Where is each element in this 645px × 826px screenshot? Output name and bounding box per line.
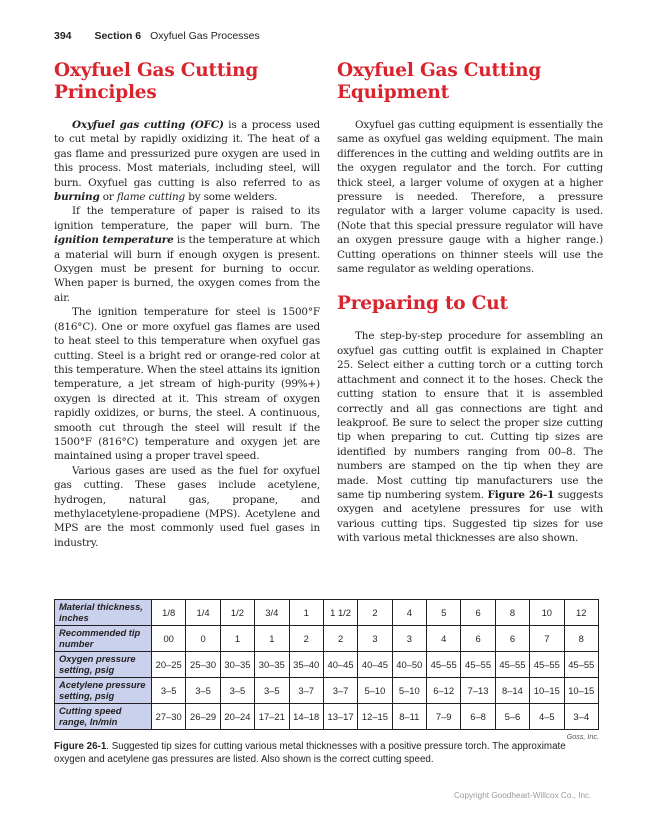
table-cell: 2	[358, 600, 392, 626]
table-cell: 40–45	[358, 652, 392, 678]
table-cell: 25–30	[186, 652, 220, 678]
table-cell: 7	[530, 626, 564, 652]
page-number: 394	[54, 30, 72, 42]
table-cell: 1	[220, 626, 254, 652]
paragraph-preparing: The step-by-step procedure for assembling an oxyfuel gas cutting outfit is explained in Chapter 25. Select either a cutting torch or a cutting torch attachment and connect it to the hoses. Check the cutting station to ensure that it is assembled correctly and all gas connections are tight and leakproof. Be sure to select the proper size cutting tip when preparing to cut. Cutting tip sizes are identified by numbers ranging from 00–8. The numbers are stamped on the tip when they are made. Most cutting tip manufacturers use the same tip numbering system. Figure 26-1 suggests oxygen and acetylene pressures for use with various cutting tips. Suggested tip sizes for use with various metal thicknesses are also shown.	[337, 330, 604, 545]
table-cell: 3–7	[323, 678, 357, 704]
table-cell: 12–15	[358, 704, 392, 730]
paragraph-steel-ignition: The ignition temperature for steel is 1500°F (816°C). One or more oxyfuel gas flames are used to heat steel to this temperature when oxyfuel gas cutting. Steel is a bright red or orange-red color at this temperature. When the steel attains its ignition temperature, a jet stream of high-purity (99%+) oxygen is directed at it. This stream of oxygen rapidly oxidizes, or burns, the steel. A continuous, smooth cut through the steel will result if the 1500°F (816°C) temperature and oxygen jet are maintained using a proper travel speed.	[54, 306, 320, 463]
table-cell: 3	[358, 626, 392, 652]
section-label: Section 6	[94, 30, 142, 42]
table-cell: 30–35	[255, 652, 289, 678]
table-cell: 12	[564, 600, 599, 626]
table-cell: 45–55	[495, 652, 529, 678]
table-cell: 3	[392, 626, 426, 652]
table-cell: 2	[323, 626, 357, 652]
table-cell: 3–5	[152, 678, 186, 704]
figure-caption	[54, 740, 599, 766]
figure-label: Figure 26-1	[54, 741, 107, 752]
right-column	[337, 60, 603, 546]
table-row	[55, 600, 599, 626]
table-cell: 14–18	[289, 704, 323, 730]
table-row	[55, 626, 599, 652]
table-cell: 8–11	[392, 704, 426, 730]
term-ofc: Oxyfuel gas cutting (OFC)	[72, 119, 224, 131]
table-cell: 1/2	[220, 600, 254, 626]
row-header: Oxygen pressure setting, psig	[55, 652, 152, 678]
table-cell: 10	[530, 600, 564, 626]
table-cell: 8–14	[495, 678, 529, 704]
table-cell: 6	[461, 626, 495, 652]
term-burning: burning	[54, 191, 100, 204]
heading-preparing-to-cut: Preparing to Cut	[337, 293, 508, 315]
term-ignition-temperature: ignition temperature	[54, 234, 174, 247]
term-flame-cutting: flame cutting	[116, 191, 186, 204]
table-cell: 5–6	[495, 704, 529, 730]
page-header	[54, 30, 260, 42]
table-cell: 3–5	[186, 678, 220, 704]
table-cell: 00	[152, 626, 186, 652]
row-header: Cutting speed range, In/min	[55, 704, 152, 730]
paragraph-ofc: Oxyfuel gas cutting (OFC) is a process used to cut metal by rapidly oxidizing it. The heat of a gas flame and pressurized pure oxygen are used in this process. Most materials, including steel, will burn. Oxyfuel gas cutting is also referred to as burning or flame cutting by some welders.	[54, 119, 320, 204]
section-title: Oxyfuel Gas Processes	[150, 30, 260, 42]
table-cell: 4–5	[530, 704, 564, 730]
table-cell: 6–12	[427, 678, 461, 704]
row-header: Acetylene pressure setting, psig	[55, 678, 152, 704]
table-cell: 5–10	[358, 678, 392, 704]
table-cell: 6	[495, 626, 529, 652]
table-cell: 3/4	[255, 600, 289, 626]
table-cell: 6–8	[461, 704, 495, 730]
table-cell: 7–13	[461, 678, 495, 704]
table-cell: 13–17	[323, 704, 357, 730]
row-header: Recommended tip number	[55, 626, 152, 652]
table-credit: Goss, Inc.	[566, 732, 599, 741]
table-cell: 35–40	[289, 652, 323, 678]
table-cell: 20–24	[220, 704, 254, 730]
row-header: Material thickness, inches	[55, 600, 152, 626]
table-cell: 1 1/2	[323, 600, 357, 626]
heading-cutting-equipment: Oxyfuel Gas Cutting Equipment	[337, 60, 542, 103]
table-cell: 20–25	[152, 652, 186, 678]
table-row	[55, 678, 599, 704]
table-row	[55, 704, 599, 730]
table-cell: 30–35	[220, 652, 254, 678]
table-cell: 3–4	[564, 704, 599, 730]
table-cell: 5	[427, 600, 461, 626]
table-cell: 3–7	[289, 678, 323, 704]
table-cell: 5–10	[392, 678, 426, 704]
table-cell: 1	[289, 600, 323, 626]
tip-size-table	[54, 599, 599, 730]
table-cell: 1/4	[186, 600, 220, 626]
table-cell: 8	[495, 600, 529, 626]
table-cell: 0	[186, 626, 220, 652]
table-cell: 7–9	[427, 704, 461, 730]
table-cell: 1/8	[152, 600, 186, 626]
table-cell: 40–45	[323, 652, 357, 678]
tip-size-table-container	[54, 599, 599, 741]
heading-cutting-principles: Oxyfuel Gas Cutting Principles	[54, 60, 259, 103]
left-column	[54, 60, 320, 550]
paragraph-ignition: If the temperature of paper is raised to its ignition temperature, the paper will burn. The ignition temperature is the temperature at which a material will burn if enough oxygen is present. Oxygen must be present for burning to occur. When paper is burned, the oxygen comes from the air.	[54, 205, 320, 304]
figure-reference: Figure 26-1	[487, 488, 555, 501]
table-cell: 3–5	[255, 678, 289, 704]
table-cell: 45–55	[461, 652, 495, 678]
table-cell: 27–30	[152, 704, 186, 730]
table-cell: 4	[427, 626, 461, 652]
table-cell: 3–5	[220, 678, 254, 704]
table-cell: 10–15	[530, 678, 564, 704]
paragraph-fuel-gases: Various gases are used as the fuel for oxyfuel gas cutting. These gases include acetylene, hydrogen, natural gas, propane, and methylacetylene-propadiene (MPS). Acetylene and MPS are the most commonly used fuel gases in industry.	[54, 464, 320, 549]
caption-text: . Suggested tip sizes for cutting various metal thicknesses with a positive pressure torch. The approximate oxygen and acetylene gas pressures are listed. Also shown is the correct cutting speed.	[54, 741, 566, 765]
table-cell: 40–50	[392, 652, 426, 678]
table-row	[55, 652, 599, 678]
paragraph-equipment: Oxyfuel gas cutting equipment is essentially the same as oxyfuel gas welding equipment. The main differences in the cutting and welding outfits are in the oxygen regulator and the torch. For cutting thick steel, a larger volume of oxygen at a higher pressure is needed. Therefore, a pressure regulator with a larger volume capacity is used. (Note that this special pressure regulator will have an oxygen pressure gauge with a higher range.) Cutting operations on thinner steels will use the same regulator as welding operations.	[337, 119, 603, 276]
copyright-notice: Copyright Goodheart-Willcox Co., Inc.	[454, 791, 592, 800]
table-cell: 45–55	[427, 652, 461, 678]
table-cell: 2	[289, 626, 323, 652]
table-cell: 6	[461, 600, 495, 626]
table-cell: 1	[255, 626, 289, 652]
table-cell: 26–29	[186, 704, 220, 730]
table-cell: 8	[564, 626, 599, 652]
table-cell: 45–55	[564, 652, 599, 678]
table-cell: 4	[392, 600, 426, 626]
table-cell: 45–55	[530, 652, 564, 678]
table-cell: 17–21	[255, 704, 289, 730]
table-cell: 10–15	[564, 678, 599, 704]
